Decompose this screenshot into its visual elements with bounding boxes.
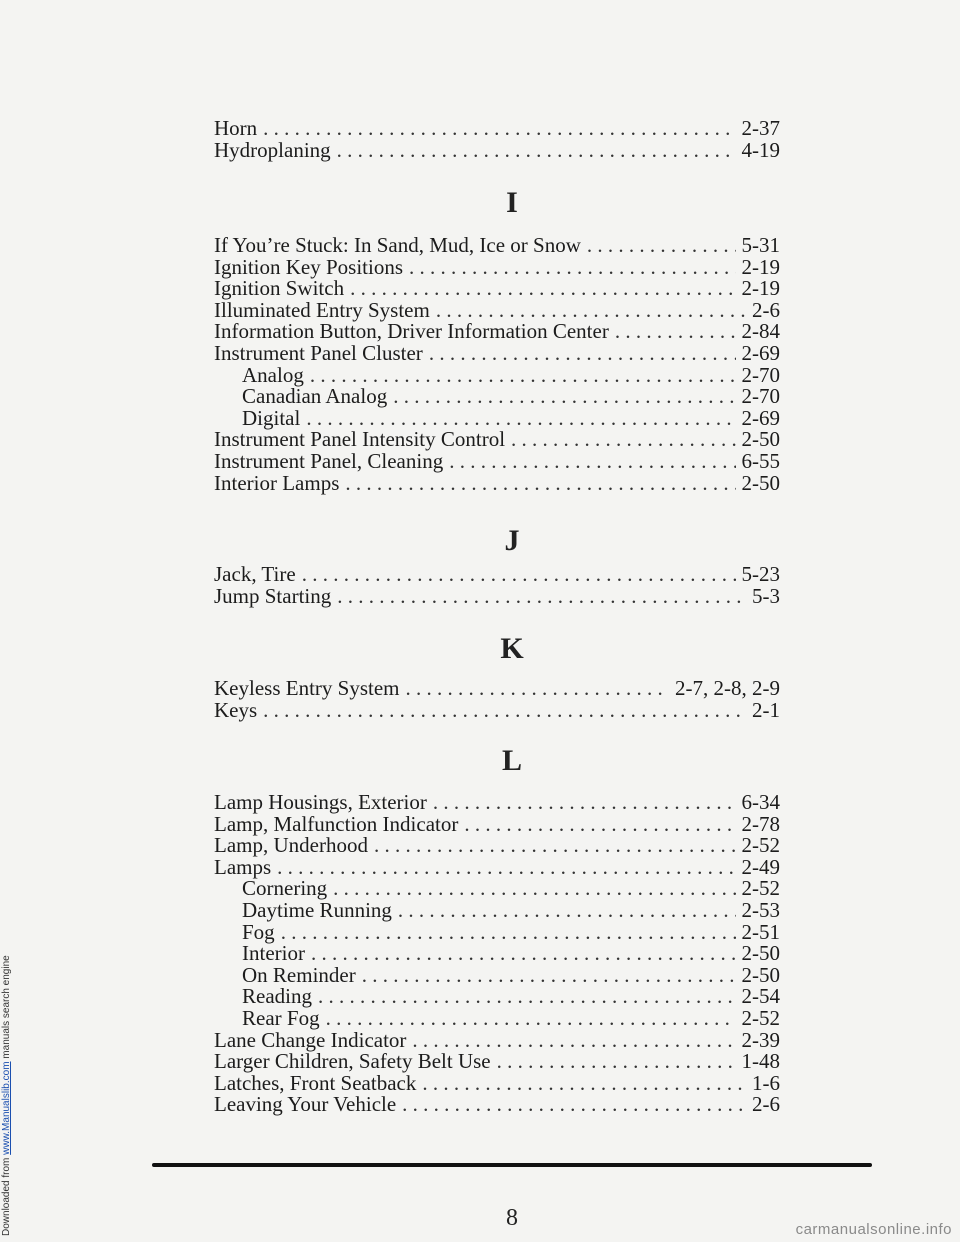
dot-leader — [497, 1049, 736, 1073]
entry-name: Interior — [242, 941, 305, 966]
index-entry — [242, 406, 780, 430]
index-entry — [242, 876, 780, 900]
entry-page: 2-84 — [741, 319, 780, 344]
dot-leader — [277, 855, 735, 879]
entry-name: Instrument Panel Intensity Control — [214, 427, 506, 452]
dot-leader — [302, 562, 736, 586]
dot-leader — [429, 341, 736, 365]
index-entry — [242, 363, 780, 387]
entry-name: Reading — [242, 984, 312, 1009]
index-entry — [214, 471, 780, 495]
index-entry — [214, 698, 780, 722]
entry-name: Lamp, Malfunction Indicator — [214, 811, 459, 836]
index-entry — [214, 790, 780, 814]
dot-leader — [398, 898, 736, 922]
entry-page: 2-53 — [741, 898, 780, 922]
dot-leader — [263, 698, 746, 722]
dot-leader — [333, 876, 735, 900]
index-entry — [214, 319, 780, 343]
entry-page: 5-31 — [741, 233, 780, 257]
index-entry — [214, 562, 780, 586]
entry-name: Lamps — [214, 854, 272, 879]
entry-name: Instrument Panel, Cleaning — [214, 449, 444, 473]
entry-page: 5-3 — [752, 583, 780, 608]
entry-page: 6-55 — [741, 449, 780, 473]
entry-name: Keys — [214, 697, 258, 722]
index-entry — [242, 1006, 780, 1030]
entry-page: 2-50 — [741, 941, 780, 966]
entry-page: 2-39 — [741, 1027, 780, 1052]
dot-leader — [405, 676, 669, 700]
index-entry — [214, 1071, 780, 1095]
index-entry — [214, 676, 780, 700]
section-letter: I — [506, 186, 518, 219]
dot-leader — [337, 138, 736, 162]
index-entry — [214, 584, 780, 608]
dot-leader — [350, 276, 735, 300]
index-entry — [214, 427, 780, 451]
index-entry — [214, 255, 780, 279]
entry-page: 1-48 — [741, 1049, 780, 1074]
watermark-suffix: manuals search engine — [1, 955, 12, 1062]
entry-name: Latches, Front Seatback — [214, 1070, 417, 1095]
dot-leader — [318, 984, 736, 1008]
entry-page: 2-19 — [741, 254, 780, 279]
dot-leader — [449, 449, 735, 473]
entry-name: Analog — [242, 362, 304, 387]
index-entry — [214, 833, 780, 857]
index-entry — [242, 984, 780, 1008]
entry-page: 2-19 — [741, 276, 780, 301]
entry-name: Fog — [242, 919, 275, 944]
dot-leader — [337, 584, 746, 608]
entry-page: 2-52 — [741, 833, 780, 858]
entry-name: Jack, Tire — [214, 562, 296, 586]
entry-name: Illuminated Entry System — [214, 297, 430, 322]
entry-name: Daytime Running — [242, 898, 392, 922]
entry-name: Rear Fog — [242, 1006, 320, 1030]
entry-name: Cornering — [242, 876, 328, 901]
entry-page: 5-23 — [741, 562, 780, 586]
entry-page: 2-70 — [741, 384, 780, 409]
entry-page: 2-78 — [741, 811, 780, 836]
entry-page: 2-52 — [741, 1006, 780, 1030]
entry-name: Hydroplaning — [214, 137, 331, 162]
index-entry — [214, 276, 780, 300]
dot-leader — [263, 116, 735, 140]
entry-name: Leaving Your Vehicle — [214, 1092, 397, 1117]
section-letter: L — [501, 744, 522, 777]
entry-name: Information Button, Driver Information Center — [214, 319, 609, 344]
index-entry — [242, 384, 780, 408]
entry-page: 2-1 — [752, 697, 780, 722]
index-entry — [242, 898, 780, 922]
entry-page: 2-54 — [741, 984, 780, 1009]
index-entry — [214, 298, 780, 322]
dot-leader — [587, 233, 736, 257]
entry-page: 2-69 — [741, 341, 780, 365]
entry-name: Lane Change Indicator — [214, 1027, 407, 1052]
dot-leader — [345, 471, 735, 495]
entry-page: 2-50 — [741, 962, 780, 987]
dot-leader — [311, 941, 736, 965]
side-watermark-text — [1, 955, 12, 1236]
dot-leader — [436, 298, 746, 322]
index-entry — [214, 138, 780, 162]
entry-page: 2-6 — [752, 1092, 780, 1117]
index-entry — [242, 941, 780, 965]
entry-page: 2-37 — [741, 116, 780, 140]
index-entry — [214, 1049, 780, 1073]
entry-name: If You’re Stuck: In Sand, Mud, Ice or Snow — [214, 233, 581, 257]
entry-page: 2-70 — [741, 362, 780, 387]
entry-name: On Reminder — [242, 962, 356, 987]
entry-name: Lamp, Underhood — [214, 833, 368, 858]
manualslib-link[interactable]: www.Manualslib.com — [1, 1061, 12, 1155]
entry-name: Ignition Switch — [214, 276, 345, 301]
index-entry — [242, 920, 780, 944]
dot-leader — [433, 790, 736, 814]
index-entry — [214, 341, 780, 365]
section-letter: J — [504, 524, 520, 557]
entry-page: 2-49 — [741, 854, 780, 879]
dot-leader — [412, 1028, 735, 1052]
dot-leader — [326, 1006, 736, 1030]
page-number: 8 — [506, 1205, 518, 1231]
index-entry — [214, 812, 780, 836]
entry-page: 2-69 — [741, 405, 780, 430]
dot-leader — [281, 920, 736, 944]
footer-rule — [152, 1163, 872, 1167]
dot-leader — [393, 384, 735, 408]
entry-page: 4-19 — [741, 137, 780, 162]
entry-page: 2-52 — [741, 876, 780, 901]
entry-page: 2-51 — [741, 919, 780, 944]
dot-leader — [422, 1071, 746, 1095]
entry-page: 6-34 — [741, 790, 780, 814]
site-watermark: carmanualsonline.info — [795, 1221, 952, 1238]
entry-name: Horn — [214, 116, 258, 140]
dot-leader — [374, 833, 736, 857]
dot-leader — [362, 963, 736, 987]
entry-name: Jump Starting — [214, 583, 332, 608]
dot-leader — [402, 1092, 746, 1116]
entry-name: Lamp Housings, Exterior — [214, 790, 427, 814]
dot-leader — [306, 406, 735, 430]
index-entry — [214, 116, 780, 140]
watermark-prefix: Downloaded from — [1, 1154, 12, 1236]
entry-page: 2-6 — [752, 297, 780, 322]
entry-name: Instrument Panel Cluster — [214, 341, 423, 365]
entry-name: Keyless Entry System — [214, 676, 400, 700]
entry-page: 2-50 — [741, 427, 780, 452]
dot-leader — [615, 319, 736, 343]
entry-name: Canadian Analog — [242, 384, 388, 409]
index-entry — [242, 963, 780, 987]
entry-name: Larger Children, Safety Belt Use — [214, 1049, 491, 1074]
dot-leader — [409, 255, 735, 279]
section-letter: K — [500, 632, 524, 665]
index-entry — [214, 233, 780, 257]
entry-name: Digital — [242, 405, 301, 430]
entry-name: Interior Lamps — [214, 470, 340, 495]
index-entry — [214, 1092, 780, 1116]
index-entry — [214, 1028, 780, 1052]
entry-name: Ignition Key Positions — [214, 254, 404, 279]
dot-leader — [511, 427, 735, 451]
dot-leader — [464, 812, 735, 836]
index-entry — [214, 449, 780, 473]
index-entry — [214, 855, 780, 879]
dot-leader — [310, 363, 736, 387]
entry-page: 2-7, 2-8, 2-9 — [675, 676, 780, 700]
entry-page: 1-6 — [752, 1070, 780, 1095]
entry-page: 2-50 — [741, 470, 780, 495]
